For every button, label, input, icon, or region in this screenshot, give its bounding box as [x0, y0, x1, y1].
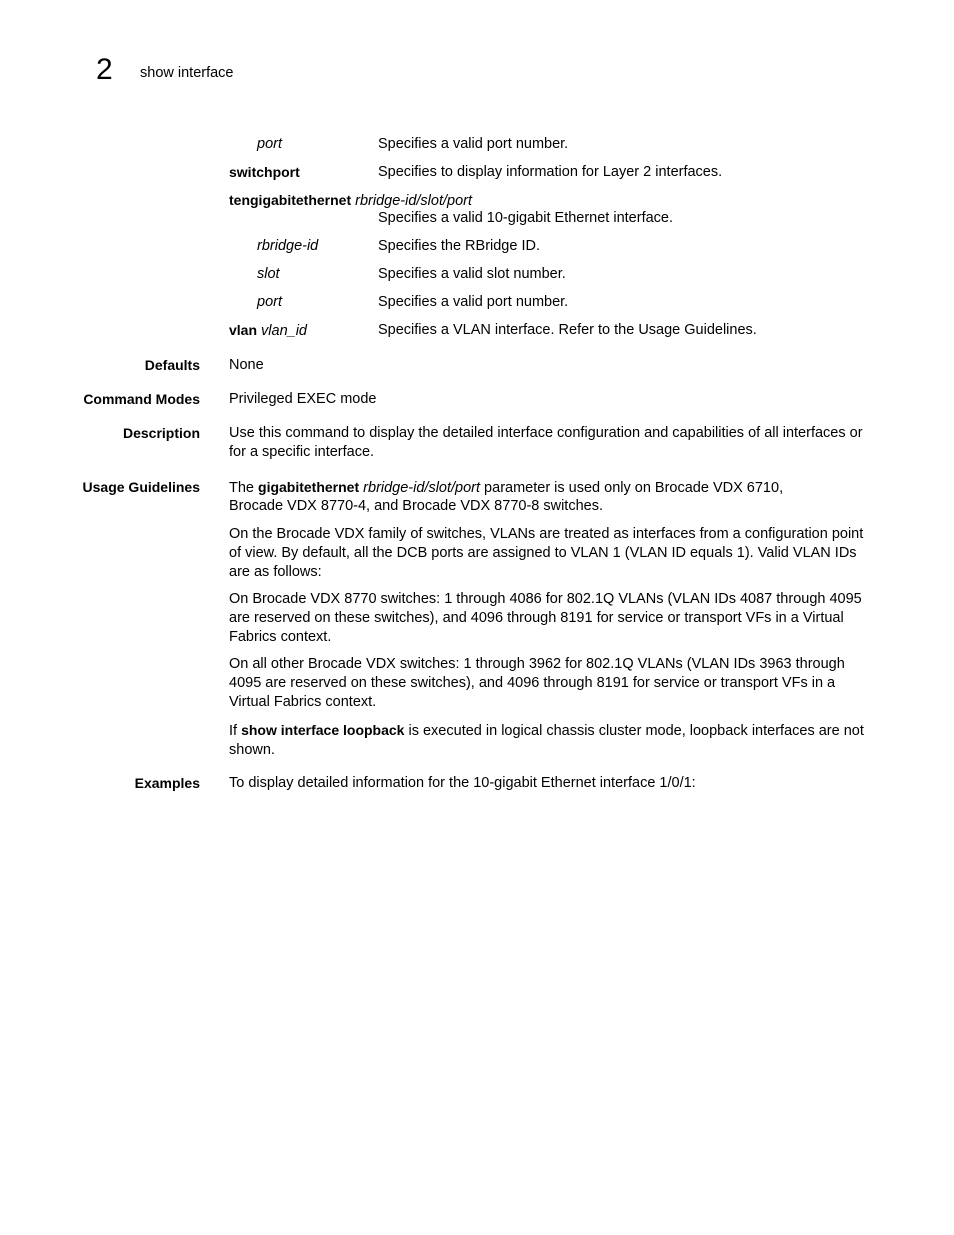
usage-paragraph-5	[229, 721, 869, 760]
param-term: port	[257, 136, 282, 152]
chapter-title: show interface	[140, 65, 234, 81]
text-run: If	[229, 723, 242, 739]
param-desc: Specifies a VLAN interface. Refer to the Usage Guidelines.	[378, 322, 757, 338]
section-label: Command Modes	[83, 391, 200, 407]
param-desc: Specifies a valid port number.	[378, 294, 569, 310]
usage-paragraph-1	[229, 478, 783, 498]
command-keyword: gigabitethernet	[258, 479, 360, 495]
param-term: port	[257, 294, 282, 310]
param-term-arg: rbridge-id/slot/port	[355, 193, 473, 209]
usage-paragraph-2: On the Brocade VDX family of switches, VLANs are treated as interfaces from a configuration point of view. By default, all the DCB ports are assigned to VLAN 1 (VLAN ID equals 1). Valid VLAN IDs are as follows:	[229, 526, 864, 580]
text-run: parameter is used only on Brocade VDX 6710,	[480, 480, 784, 496]
text-run: The	[229, 480, 259, 496]
param-term: rbridge-id	[257, 238, 319, 254]
param-term-arg: vlan_id	[261, 323, 307, 339]
command-arg: rbridge-id/slot/port	[363, 480, 481, 496]
param-term: tengigabitethernet	[229, 192, 352, 208]
param-term: vlan	[229, 322, 258, 338]
param-desc: Specifies a valid 10-gigabit Ethernet interface.	[378, 210, 674, 226]
section-label: Description	[122, 425, 200, 441]
section-text: Privileged EXEC mode	[229, 391, 377, 407]
usage-paragraph-1-line-2: Brocade VDX 8770-4, and Brocade VDX 8770-8 switches.	[229, 498, 603, 514]
command-keyword: show interface loopback	[241, 722, 405, 738]
section-label: Examples	[134, 775, 200, 791]
param-desc: Specifies the RBridge ID.	[378, 238, 540, 254]
param-desc: Specifies a valid slot number.	[378, 266, 566, 282]
param-term: switchport	[229, 164, 300, 180]
param-term: slot	[257, 266, 280, 282]
section-text: None	[229, 357, 264, 373]
param-term-group	[229, 321, 307, 341]
text-run: is executed in logical chassis cluster mode, loopback interfaces are not shown.	[229, 723, 864, 758]
param-desc: Specifies a valid port number.	[378, 136, 569, 152]
param-desc: Specifies to display information for Layer 2 interfaces.	[378, 164, 723, 180]
usage-paragraph-3: On Brocade VDX 8770 switches: 1 through 4086 for 802.1Q VLANs (VLAN IDs 4087 through 4095 are reserved on these switches), and 4096 through 8191 for service or transport VFs in a Virtual Fabrics context.	[229, 591, 862, 645]
section-label: Defaults	[144, 357, 200, 373]
chapter-number: 2	[96, 53, 113, 86]
param-term-group	[229, 191, 472, 211]
usage-paragraph-4: On all other Brocade VDX switches: 1 through 3962 for 802.1Q VLANs (VLAN IDs 3963 through 4095 are reserved on these switches), and 4096 through 8191 for service or transport VFs in a Virtual Fabrics context.	[229, 656, 845, 710]
section-text: To display detailed information for the 10-gigabit Ethernet interface 1/0/1:	[229, 775, 696, 791]
section-label: Usage Guidelines	[82, 479, 200, 495]
section-text: Use this command to display the detailed interface configuration and capabilities of all interfaces or for a specific interface.	[229, 425, 863, 460]
